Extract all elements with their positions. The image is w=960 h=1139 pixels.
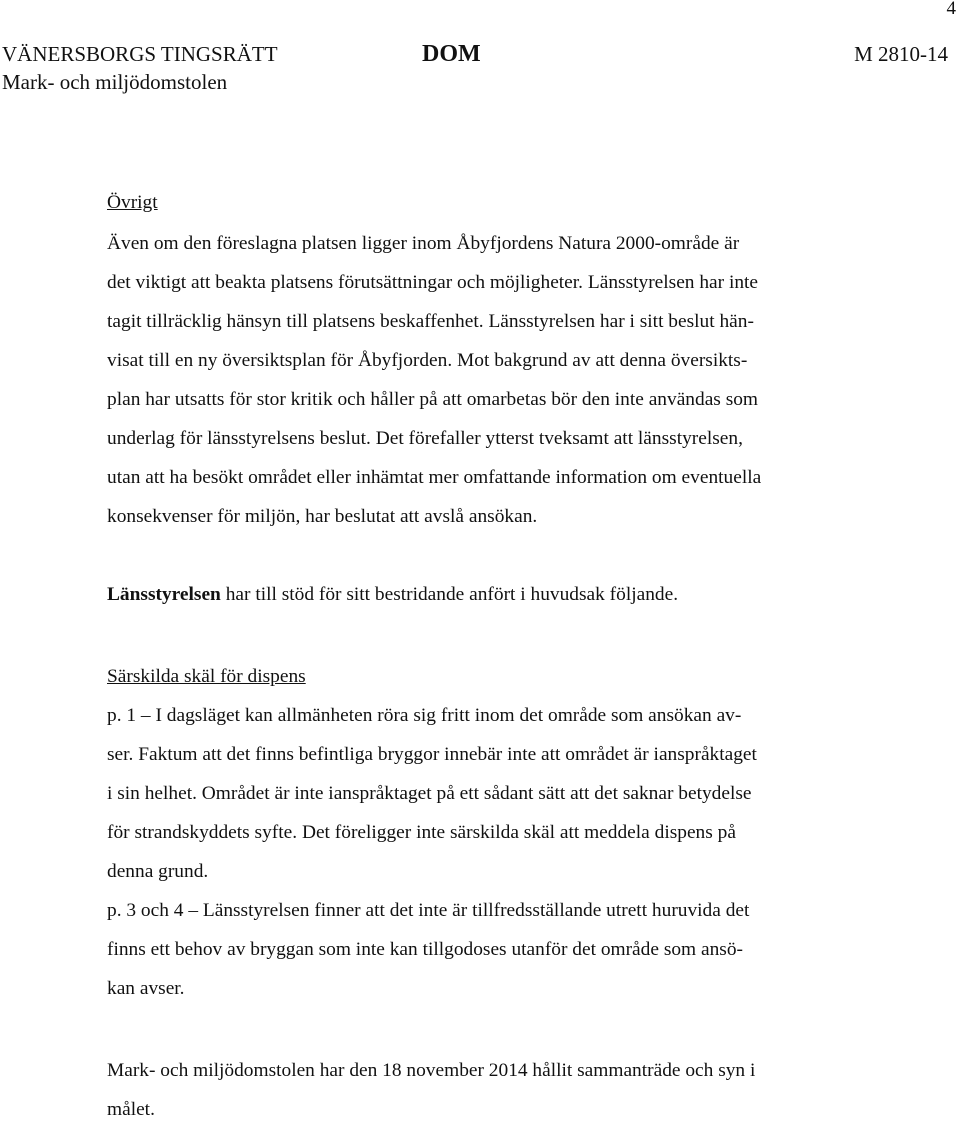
paragraph-line: målet. — [107, 1099, 155, 1120]
court-department: Mark- och miljödomstolen — [2, 70, 228, 94]
paragraph-line: plan har utsatts för stor kritik och håller på att omarbetas bör den inte användas som — [107, 389, 759, 410]
section-heading-sarskilda: Särskilda skäl för dispens — [107, 666, 306, 687]
paragraph-line: finns ett behov av bryggan som inte kan tillgodoses utanför det område som ansö- — [107, 939, 743, 960]
paragraph-line: Även om den föreslagna platsen ligger inom Åbyfjordens Natura 2000-område är — [107, 233, 740, 254]
paragraph-line: visat till en ny översiktsplan för Åbyfjorden. Mot bakgrund av att denna översikts- — [107, 350, 748, 371]
paragraph-line: Mark- och miljödomstolen har den 18 november 2014 hållit sammanträde och syn i — [107, 1060, 756, 1081]
court-name: VÄNERSBORGS TINGSRÄTT — [2, 42, 278, 66]
paragraph-line: denna grund. — [107, 861, 209, 882]
paragraph-line: för strandskyddets syfte. Det föreligger inte särskilda skäl att meddela dispens på — [107, 822, 736, 843]
paragraph-line: det viktigt att beakta platsens förutsättningar och möjligheter. Länsstyrelsen har inte — [107, 272, 759, 293]
paragraph-line: ser. Faktum att det finns befintliga bryggor innebär inte att området är ianspråktaget — [107, 744, 757, 765]
section-heading-ovrigt: Övrigt — [107, 192, 158, 213]
paragraph-line: i sin helhet. Området är inte ianspråktaget på ett sådant sätt att det saknar betydelse — [107, 783, 752, 804]
paragraph-line: konsekvenser för miljön, har beslutat att avslå ansökan. — [107, 506, 538, 527]
paragraph-line: utan att ha besökt området eller inhämtat mer omfattande information om eventuella — [107, 467, 762, 488]
document-type: DOM — [422, 41, 481, 67]
paragraph-line: tagit tillräcklig hänsyn till platsens beskaffenhet. Länsstyrelsen har i sitt beslut hän- — [107, 311, 754, 332]
paragraph-line: p. 1 – I dagsläget kan allmänheten röra sig fritt inom det område som ansökan av- — [107, 705, 742, 726]
paragraph-line: kan avser. — [107, 978, 185, 999]
lansstyrelsen-intro — [107, 583, 678, 607]
paragraph-line: underlag för länsstyrelsens beslut. Det förefaller ytterst tveksamt att länsstyrelsen, — [107, 428, 743, 449]
lansstyrelsen-rest: har till stöd för sitt bestridande anfört i huvudsak följande. — [220, 584, 679, 605]
paragraph-line: p. 3 och 4 – Länsstyrelsen finner att det inte är tillfredsställande utrett huruvida det — [107, 900, 750, 921]
page-number: 4 — [946, 0, 956, 19]
lansstyrelsen-bold: Länsstyrelsen — [107, 584, 221, 605]
case-number: M 2810-14 — [854, 42, 948, 66]
